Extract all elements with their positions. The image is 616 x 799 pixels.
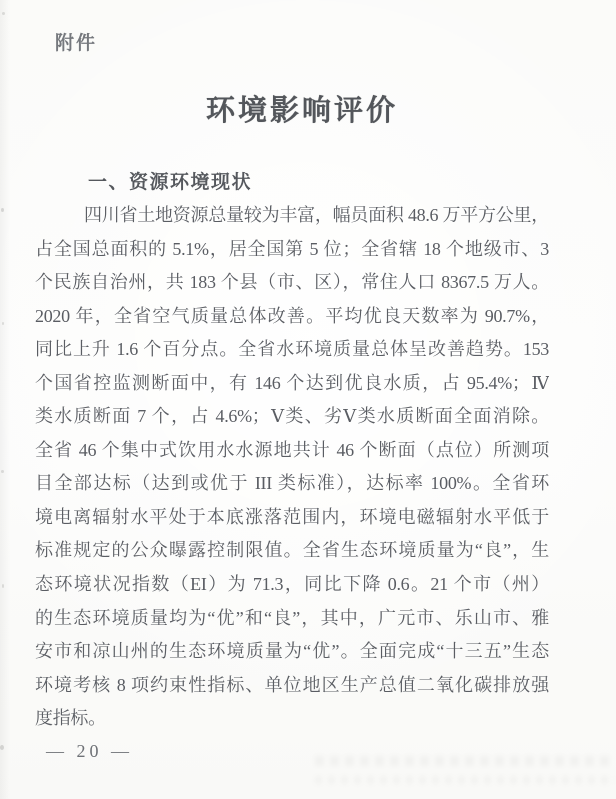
body-line: 安市和凉山州的生态环境质量为“优”。全面完成“十三五”生态 (35, 641, 549, 662)
body-line: 个国省控监测断面中，有 146 个达到优良水质，占 95.4%；Ⅳ (35, 372, 549, 393)
body-line: 目全部达标（达到或优于 III 类标准），达标率 100%。全省环 (35, 473, 549, 494)
scan-speck (1, 208, 4, 212)
scan-edge-shadow (0, 0, 10, 799)
body-line: 个民族自治州，共 183 个县（市、区），常住人口 8367.5 万人。 (35, 272, 549, 293)
body-line: 占全国总面积的 5.1%，居全国第 5 位；全省辖 18 个地级市、3 (35, 238, 549, 259)
scan-speck (2, 584, 4, 588)
body-line: 态环境状况指数（EI）为 71.3，同比下降 0.6。21 个市（州） (35, 574, 549, 595)
scan-speck (2, 12, 5, 15)
section-heading: 一、资源环境现状 (88, 172, 253, 193)
scan-speck (0, 745, 4, 750)
page-title: 环境影响评价 (205, 95, 398, 127)
body-line: 2020 年，全省空气质量总体改善。平均优良天数率为 90.7%， (35, 305, 549, 326)
body-line: 同比上升 1.6 个百分点。全省水环境质量总体呈改善趋势。153 (35, 339, 549, 360)
body-line: 度指标。 (35, 708, 106, 729)
body-line: 环境考核 8 项约束性指标、单位地区生产总值二氧化碳排放强 (35, 674, 549, 695)
scan-speck (1, 470, 4, 473)
attachment-label: 附件 (55, 33, 98, 54)
scan-bleedthrough-artifact (315, 752, 615, 798)
body-line: 境电离辐射水平处于本底涨落范围内，环境电磁辐射水平低于 (35, 506, 549, 527)
body-line: 类水质断面 7 个，占 4.6%；Ⅴ类、劣Ⅴ类水质断面全面消除。 (35, 406, 549, 427)
scan-speck (2, 322, 4, 325)
body-line: 的生态环境质量均为“优”和“良”，其中，广元市、乐山市、雅 (35, 607, 549, 628)
body-line: 全省 46 个集中式饮用水水源地共计 46 个断面（点位）所测项 (35, 439, 549, 460)
body-line: 标准规定的公众曝露控制限值。全省生态环境质量为“良”，生 (35, 540, 549, 561)
body-line: 四川省土地资源总量较为丰富，幅员面积 48.6 万平方公里， (84, 205, 549, 225)
body-paragraph (35, 199, 549, 736)
page-number: — 20 — (46, 741, 133, 761)
